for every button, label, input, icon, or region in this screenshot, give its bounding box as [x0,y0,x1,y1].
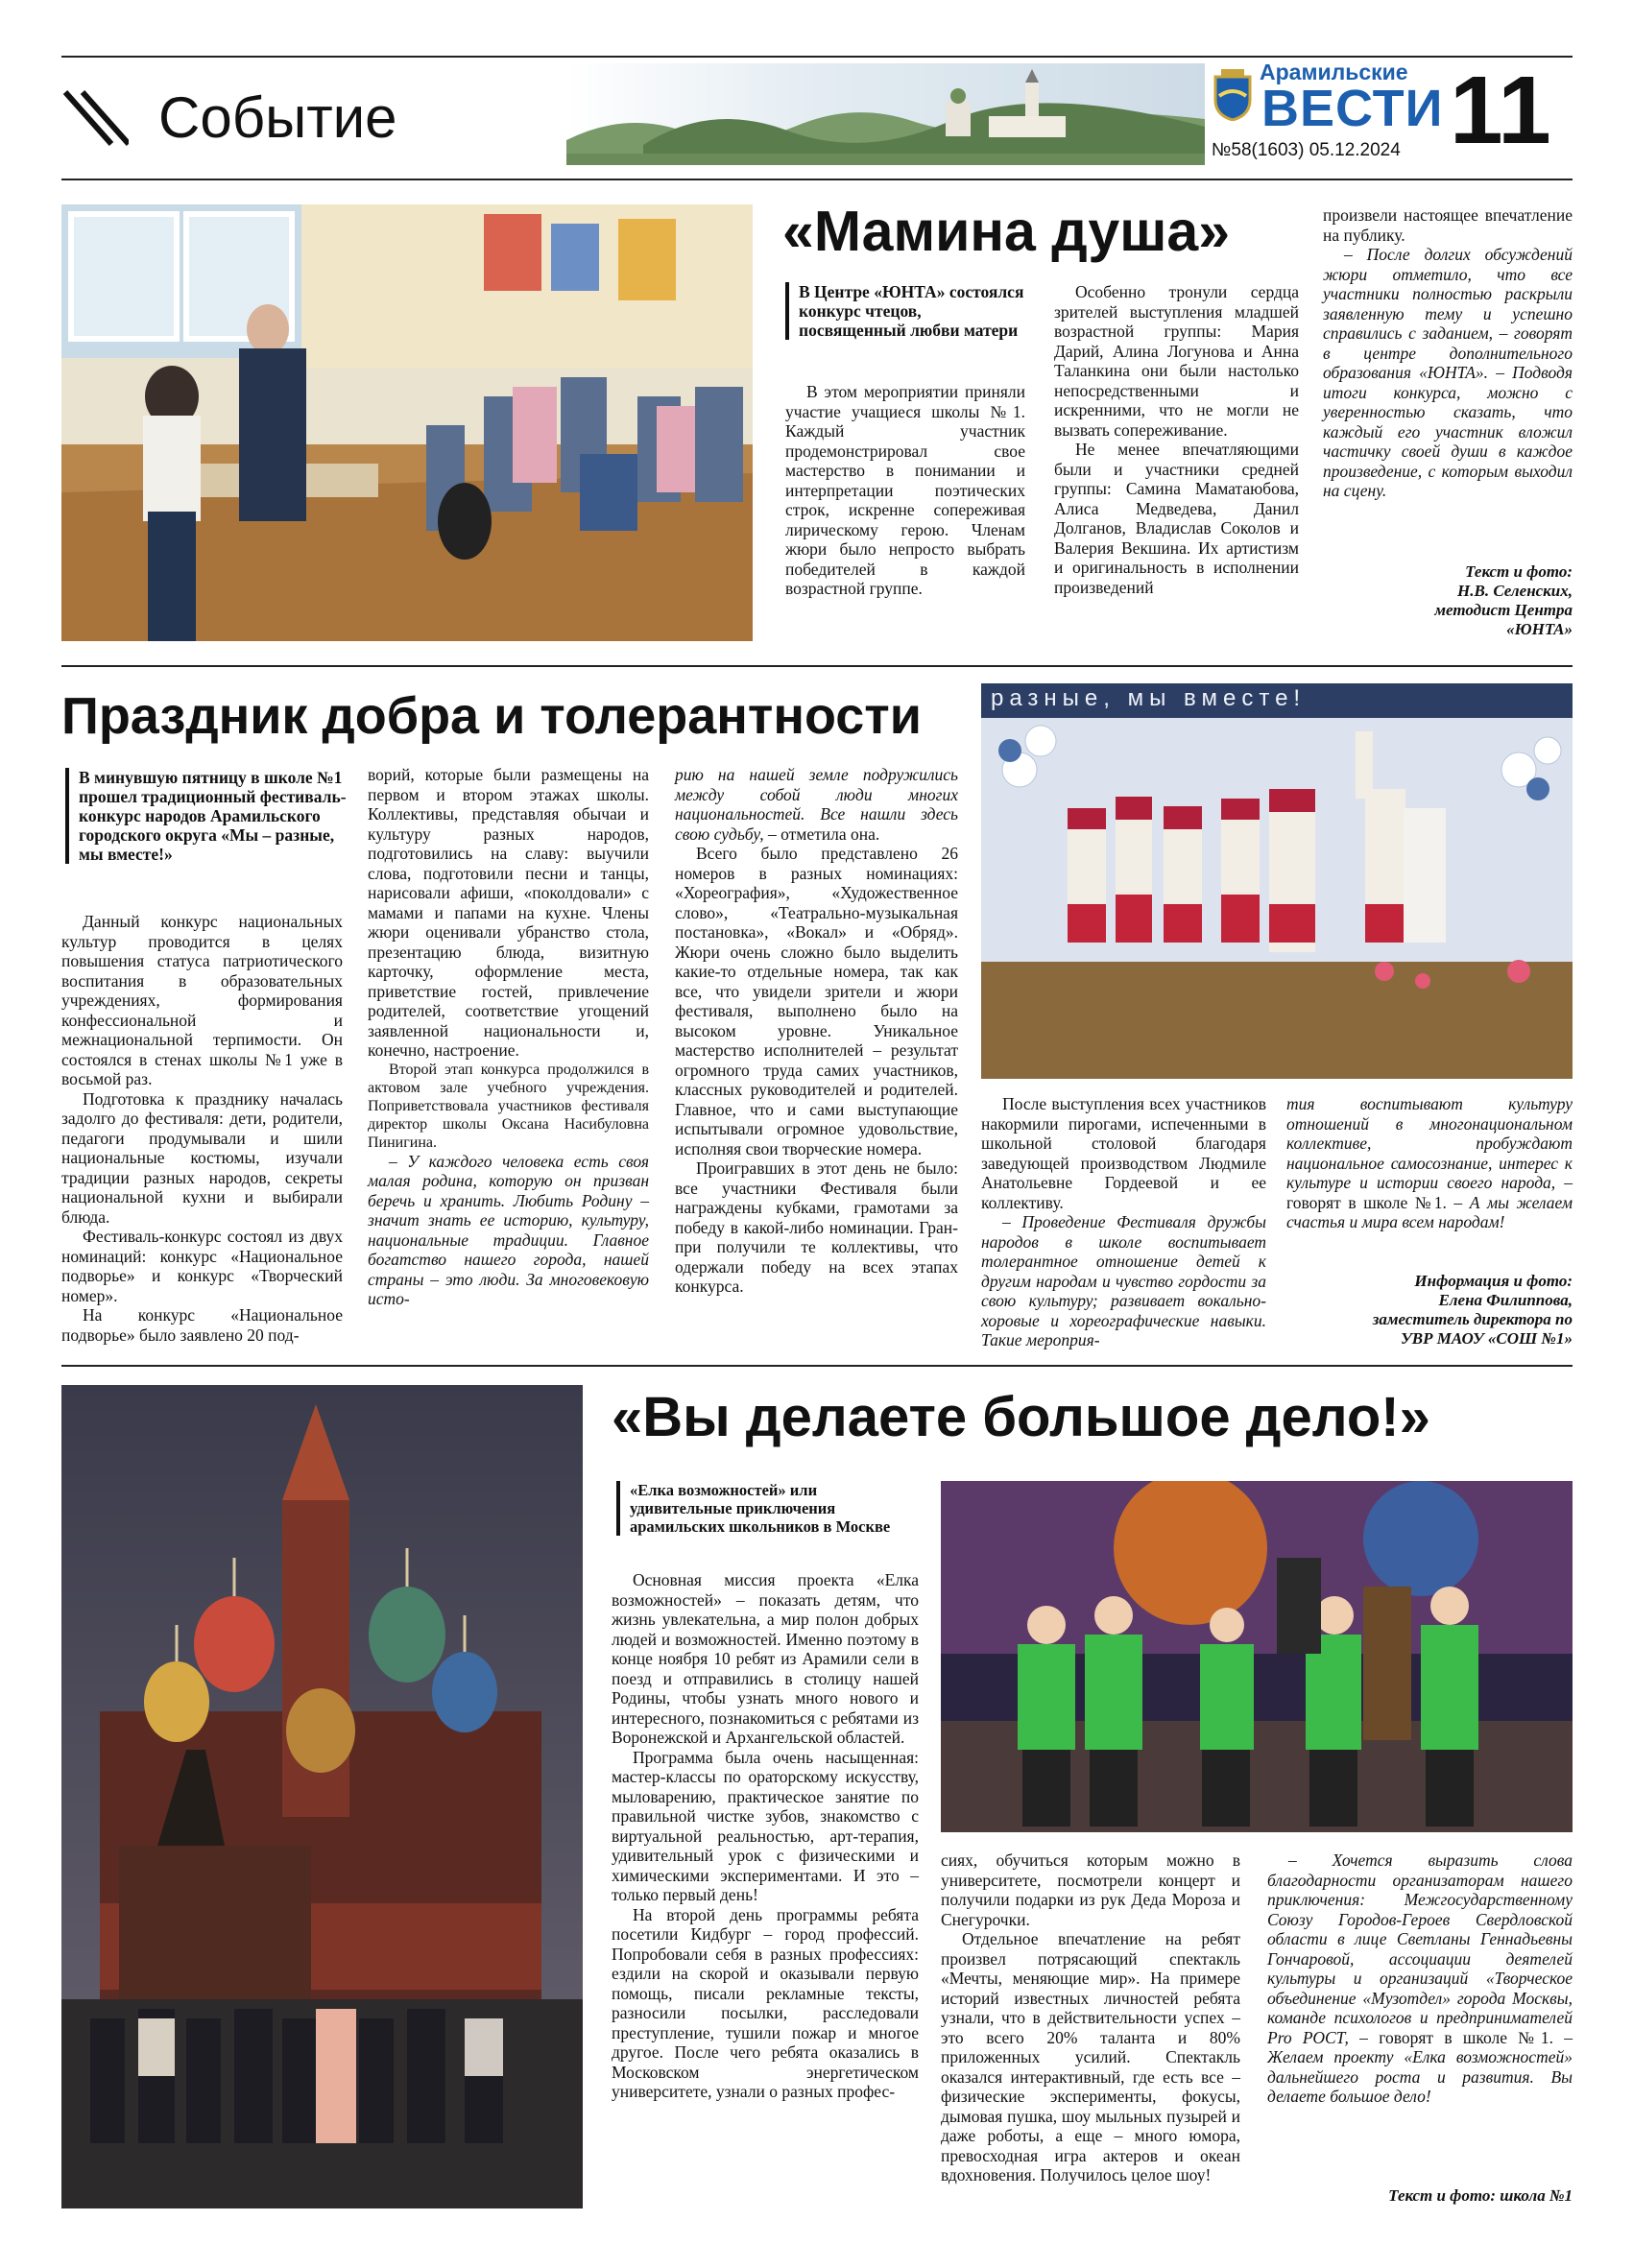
quote-tail: – отметила она. [768,824,880,844]
paragraph [1267,1850,1573,2107]
article2-bottom-rule [61,1365,1573,1367]
paragraph: Отдельное впечатление на ребят произвел потрясающий спектакль «Мечты, меняющие мир». На примере историй известных личностей ребята узнали, что в действительности успех – это всего 20% таланта и 80% приложенных усилий. Спектакль оказался интерактивный, где есть все – физические эксперименты, фокусы, дымовая пушка, шоу мыльных пузырей и даже роботы, а еще – много юмора, превосходная игра актеров и океан вдохновения. Получилось целое шоу! [941,1929,1240,2184]
paragraph: Второй этап конкурса продолжился в актовом зале учебного учреждения. Поприветствовала участников фестиваля директор школы Оксана Насибуловна Пинигина. [368,1061,649,1151]
top-rule [61,56,1573,58]
paragraph: На конкурс «Национальное подворье» было заявлено 20 под- [61,1305,343,1345]
article2-col1 [61,912,343,1345]
signature-line: Елена Филиппова, [1438,1291,1573,1309]
section-title: Событие [158,85,397,150]
signature-line: заместитель директора по [1372,1310,1573,1328]
article3-signature: Текст и фото: школа №1 [1388,2186,1573,2205]
signature-line: Текст и фото: [1465,562,1573,581]
article2-col4 [981,1094,1266,1350]
quote: рию на нашей земле подружились между собой люди многих национальностей. Все нашли здесь свою судьбу, [675,765,958,844]
quote-tail: – говорят в школе №1. [1286,1173,1573,1212]
article3-col1 [612,1570,919,2102]
quote: – А мы желаем счастья и мира всем народам! [1286,1192,1573,1231]
stage-banner: разные, мы вместе! [991,685,1307,711]
paragraph: Не менее впечатляющими были и участники средней группы: Самина Маматаюбова, Алиса Медведева, Данил Долганов, Владислав Соколов и Валерия Векшина. Их артистизм и оригинальность в исполнении произведений [1054,440,1299,597]
paragraph: Особенно тронули сердца зрителей выступления младшей возрастной группы: Мария Дарий, Алина Логунова и Анна Таланкина они были настолько непосредственными и искренними, что не могли не вызвать сопереживание. [1054,282,1299,440]
article1-photo-classroom [61,204,753,641]
article1-col3 [1323,205,1573,501]
page-number: 11 [1450,57,1551,164]
quote: – Желаем проекту «Елка возможностей» дальнейшего роста и развития. Вы делаете большое дело! [1267,2027,1573,2106]
article3-photo-group [941,1481,1573,1832]
paragraph: ворий, которые были размещены на первом и втором этажах школы. Коллективы, представляя обычаи и культуру разных народов, подготовились на славу: выучили слова, подготовили песни и танцы, нарисовали афиши, «поколдовали» с мамами и папами на кухне. Члены жюри оценивали убранство стола, презентацию блюда, визитную карточку, оформление места, приветствие гостей, привлечение родителей, соответствие угощений заявленной национальности и, конечно, настроение. [368,765,649,1060]
paragraph: На второй день программы ребята посетили Кидбург – город профессий. Попробовали себя в разных профессиях: ездили на скорой и оказывали первую помощь, писали рекламные тексты, разносили посылки, расследовали преступление, тушили пожар и многое другое. После чего ребята оказались в Московском энергетическом университете, узнали о разных профес- [612,1904,919,2101]
paragraph [1286,1094,1573,1232]
article3-lead: «Елка возможностей» или удивительные приключения арамильских школьников в Москве [616,1481,918,1536]
brand-main: ВЕСТИ [1261,80,1444,137]
signature-line: методист Центра [1434,601,1573,619]
paragraph: Фестиваль-конкурс состоял из двух номинаций: конкурс «Национальное подворье» и конкурс «Творческий номер». [61,1227,343,1305]
paragraph: сиях, обучиться которым можно в университете, посмотрели концерт и получили подарки из рук Деда Мороза и Снегурочки. [941,1850,1240,1929]
article1-title: «Мамина душа» [782,200,1231,263]
quote-tail: – говорят в школе №1. [1359,2027,1553,2047]
article3-col2 [941,1850,1240,2185]
paragraph: произвели настоящее впечатление на публику. [1323,205,1573,245]
issue-number: №58(1603) 05.12.2024 [1212,140,1401,160]
quote: – У каждого человека есть своя малая родина, которую он призван беречь и хранить. Любить Родину – значит знать ее историю, культуру, национальные традиции. Главное богатство нашего города, нашей страны – это люди. За многовековую исто- [368,1151,649,1308]
quote: – После долгих обсуждений жюри отметило, что все участники полностью раскрыли заявленную тему и успешно справились с заданием, – говорят в центре дополнительного образования «ЮНТА». – Подводя итоги конкурса, можно с уверенностью сказать, что каждый его участник вложил частичку своей души в каждое произведение, с которым выходил на сцену. [1323,245,1573,500]
paragraph: Всего было представлено 26 номеров в разных номинациях: «Хореография», «Художественное слово», «Театрально-музыкальная постановка», «Вокал» и «Обряд». Жюри очень сложно было выделить какие-то отдельные номера, так как все, что увидели зрители и жюри фестиваля, выполнено было на высоком уровне. Уникальное мастерство исполнителей – результат огромного труда самих участников, классных руководителей и родителей. Главное, что и сами выступающие испытывали огромное удовольствие, исполняя свои творческие номера. [675,844,958,1158]
article2-signature [1286,1272,1573,1349]
quote: – Хочется выразить слова благодарности организаторам нашего приключения: Межгосударственному Союзу Городов-Героев Свердловской области в лице Светланы Геннадьевны Гончаровой, ассоциации деятелей культуры и организаций «Творческое объединение «Музотдел» города Москвы, команде психологов и предпринимателей Pro РОСТ, [1267,1850,1573,2047]
article2-title: Праздник добра и толерантности [61,687,922,745]
paragraph: Основная миссия проекта «Елка возможностей» – показать детям, что жизнь увлекательна, а мир полон добрых людей и возможностей. Именно поэтому в конце ноября 10 ребят из Арамили сели в поезд и отправились в столицу нашей Родины, чтобы узнать много нового и интересного, познакомиться с ребятами из Воронежской и Архангельской областей. [612,1570,919,1747]
paragraph: Проигравших в этот день не было: все участники Фестиваля были награждены кубками, грамотами за победу в какой-либо номинации. Гран-при получили те коллективы, что одержали победу на всех этапах конкурса. [675,1158,958,1296]
paragraph: В этом мероприятии приняли участие учащиеся школы №1. Каждый участник продемонстрировал свое мастерство в понимании и интерпретации поэтических строк, искренне сопереживая лирическому герою. Членам жюри было непросто выбрать победителей в каждой возрастной группе. [785,382,1025,598]
paragraph: После выступления всех участников накормили пирогами, испеченными в школьной столовой благодаря заведующей производством Людмиле Анатольевне Гордеевой и ее коллективу. [981,1094,1266,1212]
article3-col3 [1267,1850,1573,2107]
signature-line: Н.В. Селенских, [1457,582,1573,600]
double-slash-icon [61,88,129,148]
article2-col2 [368,765,649,1309]
paragraph: Данный конкурс национальных культур проводится в целях повышения статуса патриотического воспитания в образовательных учреждениях, формирования конфессиональной и межнациональной терпимости. Он состоялся в стенах школы №1 уже в восьмой раз. [61,912,343,1088]
article1-signature [1323,562,1573,639]
article2-lead: В минувшую пятницу в школе №1 прошел традиционный фестиваль-конкурс народов Арамильского городского округа «Мы – разные, мы вместе!» [65,768,348,864]
brand-crest-icon [1212,67,1254,121]
article3-title: «Вы делаете большое дело!» [612,1386,1430,1448]
paragraph [675,765,958,844]
header-bottom-rule [61,179,1573,180]
article2-col5 [1286,1094,1573,1232]
article3-photo-red-square [61,1385,583,2208]
article2-photo-stage [981,683,1573,1079]
paragraph: Программа была очень насыщенная: мастер-классы по ораторскому искусству, мыловарению, практическое занятие по правильной чистке зубов, знакомство с виртуальной реальностью, арт-терапия, удивительный урок с физическими и химическими экспериментами. И это – только первый день! [612,1747,919,1904]
signature-line: Информация и фото: [1414,1272,1573,1290]
signature-line: УВР МАОУ «СОШ №1» [1400,1329,1573,1348]
brand-logo [1212,61,1442,167]
article1-col2 [1054,282,1299,597]
header-landscape-image [566,63,1205,165]
paragraph: Подготовка к празднику началась задолго до фестиваля: дети, родители, педагоги продумывали и шили национальные костюмы, изучали традиции разных народов, секреты национальной кухни и выбирали блюда. [61,1088,343,1227]
quote: тия воспитывают культуру отношений в многонациональном коллективе, пробуждают национальное самосознание, интерес к культуре и истории своего народа, [1286,1094,1573,1192]
article1-col1 [785,382,1025,599]
brand-top: Арамильские [1260,60,1408,84]
signature-line: «ЮНТА» [1506,620,1573,638]
quote: – Проведение Фестиваля дружбы народов в школе воспитывает толерантное отношение детей к другим народам и чувство гордости за свою культуру; развивает вокально-хоровые и хореографические навыки. Такие мероприя- [981,1212,1266,1349]
article2-col3 [675,765,958,1297]
article1-lead: В Центре «ЮНТА» состоялся конкурс чтецов, посвященный любви матери [785,282,1025,340]
article1-bottom-rule [61,665,1573,667]
